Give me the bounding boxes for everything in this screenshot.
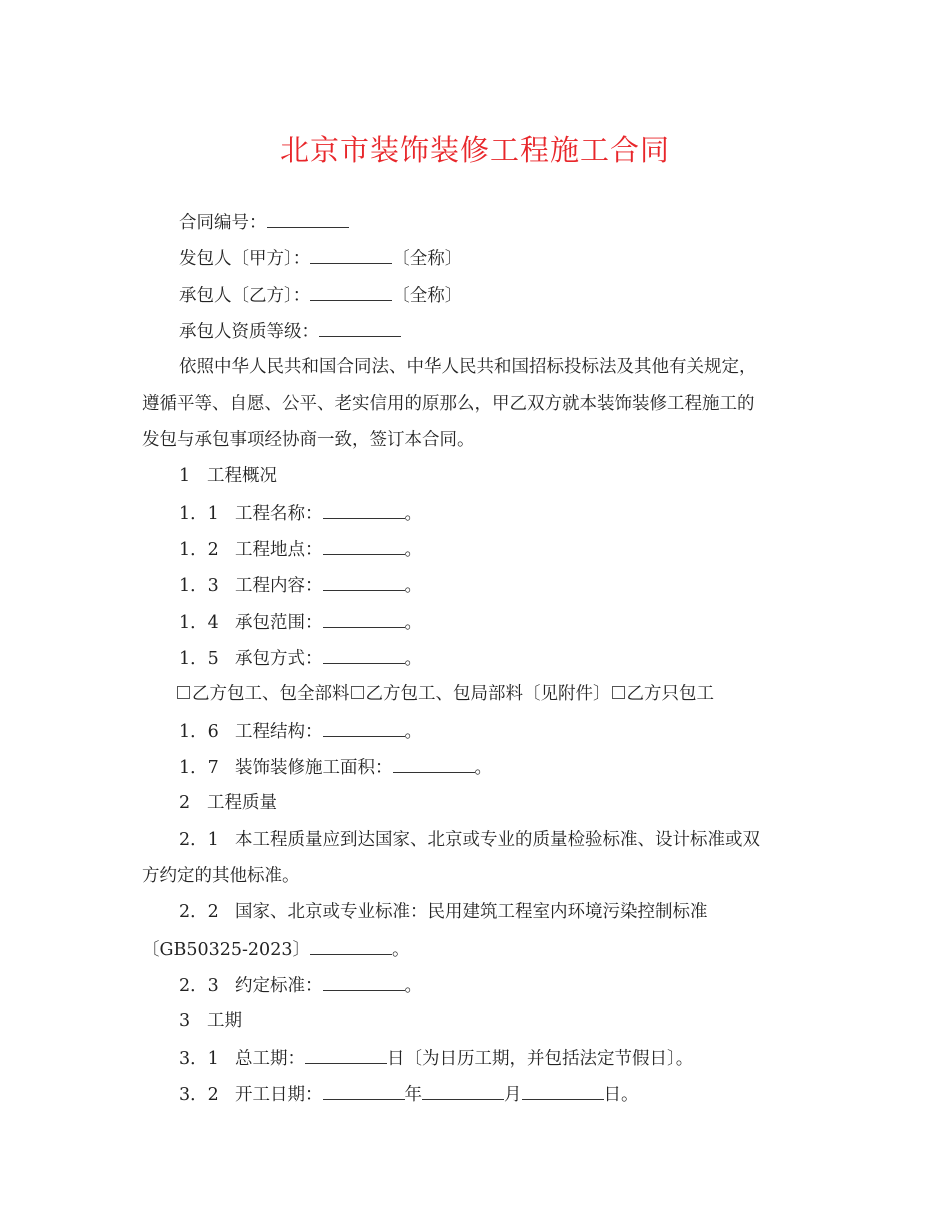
section-3-title: 工期 — [207, 1011, 242, 1031]
section-3-heading — [179, 1009, 242, 1033]
item-2-2-text: 国家、北京或专业标准：民用建筑工程室内环境污染控制标准 — [235, 902, 708, 922]
item-1-2-blank — [323, 537, 405, 555]
item-1-4 — [179, 610, 422, 635]
option-1-label: 乙方包工、包全部料 — [192, 684, 350, 704]
option-3-checkbox[interactable] — [612, 686, 625, 699]
party-b-line — [179, 283, 462, 308]
item-2-2-blank — [310, 937, 392, 955]
option-3-label: 乙方只包工 — [626, 684, 714, 704]
item-1-2 — [179, 537, 422, 562]
start-year-blank — [323, 1082, 405, 1100]
item-2-2-line-2 — [142, 937, 409, 962]
party-a-blank — [310, 246, 392, 264]
item-2-3-blank — [323, 973, 405, 991]
item-2-1-text: 本工程质量应到达国家、北京或专业的质量检验标准、设计标准或双 — [235, 830, 760, 850]
item-1-1-blank — [323, 501, 405, 519]
party-a-suffix: 〔全称〕 — [392, 249, 463, 269]
item-1-4-period: 。 — [404, 613, 422, 633]
item-1-7 — [179, 755, 492, 780]
qualification-blank — [319, 319, 401, 337]
section-1-number: 1 — [179, 466, 191, 486]
item-2-2-number: 2．2 — [179, 902, 219, 922]
item-1-7-period: 。 — [474, 758, 492, 778]
intro-line-3: 发包与承包事项经协商一致，签订本合同。 — [142, 430, 475, 450]
item-3-1-period: 。 — [675, 1049, 694, 1069]
item-3-2-number: 3．2 — [179, 1085, 219, 1105]
item-2-3 — [179, 973, 422, 998]
start-day-blank — [522, 1082, 604, 1100]
start-month-blank — [422, 1082, 504, 1100]
item-2-2-standard-code: 〔GB50325-2023〕 — [142, 940, 310, 960]
item-1-6-blank — [323, 719, 405, 737]
item-1-7-blank — [393, 755, 475, 773]
item-2-1-line-1 — [179, 828, 760, 852]
section-1-heading — [179, 464, 277, 488]
year-label: 年 — [404, 1085, 422, 1105]
party-b-suffix: 〔全称〕 — [392, 286, 463, 306]
day-label: 日 — [603, 1085, 621, 1105]
item-1-6-number: 1．6 — [179, 722, 219, 742]
item-2-3-period: 。 — [404, 976, 422, 996]
month-label: 月 — [504, 1085, 522, 1105]
item-2-2-line-1 — [179, 900, 708, 924]
item-1-4-label: 承包范围： — [235, 613, 323, 633]
item-3-1-blank — [305, 1046, 387, 1064]
contract-number-label: 合同编号： — [179, 213, 267, 233]
item-2-1-number: 2．1 — [179, 830, 219, 850]
intro-line-2: 遵循平等、自愿、公平、老实信用的原那么，甲乙双方就本装饰装修工程施工的 — [142, 394, 755, 414]
item-1-2-period: 。 — [404, 540, 422, 560]
item-3-2 — [179, 1082, 639, 1107]
item-3-1-label: 总工期： — [235, 1049, 305, 1069]
item-3-2-period: 。 — [621, 1085, 639, 1105]
item-1-6-period: 。 — [404, 722, 422, 742]
option-2-checkbox[interactable] — [351, 686, 364, 699]
contract-mode-options — [176, 682, 714, 706]
party-a-label: 发包人〔甲方〕： — [179, 249, 311, 269]
item-2-3-label: 约定标准： — [235, 976, 323, 996]
item-1-4-number: 1．4 — [179, 613, 219, 633]
item-3-2-label: 开工日期： — [235, 1085, 323, 1105]
item-1-5-number: 1．5 — [179, 649, 219, 669]
item-1-2-number: 1．2 — [179, 540, 219, 560]
option-1-checkbox[interactable] — [177, 686, 190, 699]
item-3-1-suffix: 日〔为日历工期，并包括法定节假日〕 — [387, 1049, 676, 1069]
party-b-blank — [310, 283, 392, 301]
option-2-label: 乙方包工、包局部料〔见附件〕 — [365, 684, 611, 704]
party-b-label: 承包人〔乙方〕： — [179, 286, 311, 306]
item-1-3-blank — [323, 573, 405, 591]
section-3-number: 3 — [179, 1011, 191, 1031]
item-2-2-period: 。 — [391, 940, 410, 960]
item-1-5-blank — [323, 646, 405, 664]
contract-number-line — [179, 210, 349, 235]
item-1-6-label: 工程结构： — [235, 722, 323, 742]
intro-line-1: 依照中华人民共和国合同法、中华人民共和国招标投标法及其他有关规定， — [179, 357, 757, 377]
section-2-title: 工程质量 — [207, 793, 277, 813]
item-3-1-number: 3．1 — [179, 1049, 219, 1069]
contract-number-blank — [267, 210, 349, 228]
item-1-1 — [179, 501, 422, 526]
item-1-5-period: 。 — [404, 649, 422, 669]
qualification-line — [179, 319, 401, 344]
item-1-3-label: 工程内容： — [235, 576, 323, 596]
item-1-1-number: 1．1 — [179, 504, 219, 524]
item-1-5-label: 承包方式： — [235, 649, 323, 669]
item-2-1-line-2: 方约定的其他标准。 — [142, 866, 300, 886]
item-1-6 — [179, 719, 422, 744]
item-1-3-period: 。 — [404, 576, 422, 596]
qualification-label: 承包人资质等级： — [179, 322, 319, 342]
item-1-3 — [179, 573, 422, 598]
item-3-1 — [179, 1046, 693, 1071]
item-1-7-number: 1．7 — [179, 758, 219, 778]
section-2-heading — [179, 791, 277, 815]
item-1-1-period: 。 — [404, 504, 422, 524]
item-1-4-blank — [323, 610, 405, 628]
section-1-title: 工程概况 — [207, 466, 277, 486]
item-1-3-number: 1．3 — [179, 576, 219, 596]
item-1-5 — [179, 646, 422, 671]
section-2-number: 2 — [179, 793, 191, 813]
page-title: 北京市装饰装修工程施工合同 — [279, 133, 670, 167]
party-a-line — [179, 246, 462, 271]
item-1-1-label: 工程名称： — [235, 504, 323, 524]
item-1-2-label: 工程地点： — [235, 540, 323, 560]
item-2-3-number: 2．3 — [179, 976, 219, 996]
item-1-7-label: 装饰装修施工面积： — [235, 758, 393, 778]
